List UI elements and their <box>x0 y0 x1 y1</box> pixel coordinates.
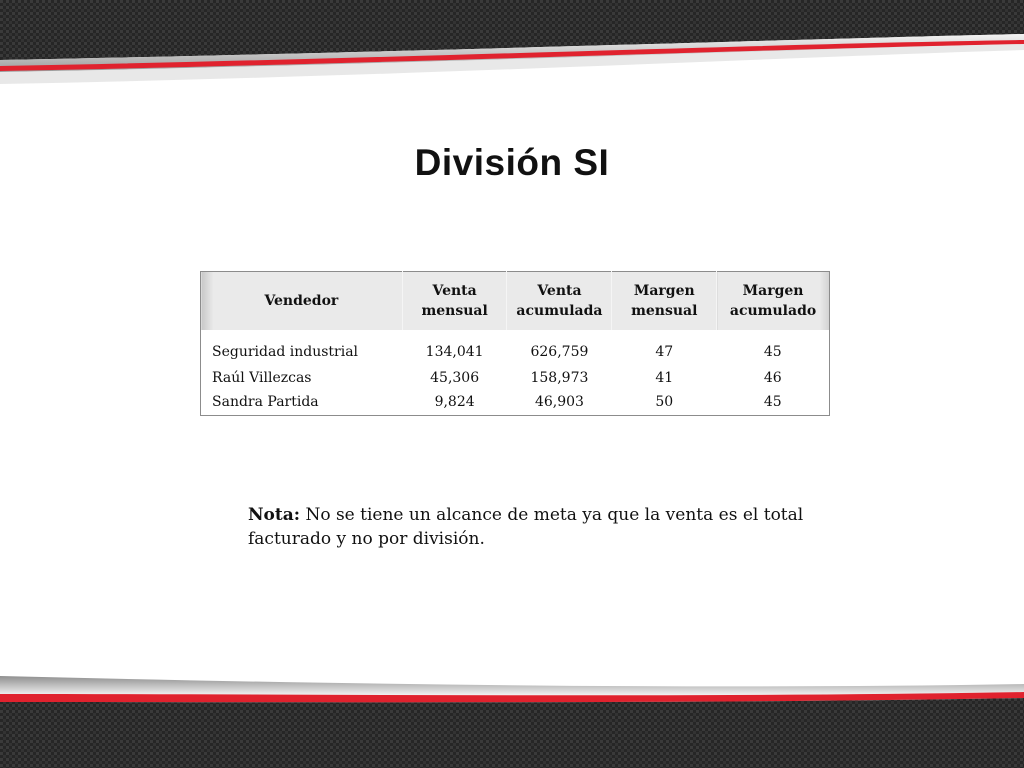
cell-venta-acumulada: 46,903 <box>534 393 584 410</box>
cell-venta-acumulada: 158,973 <box>530 369 589 386</box>
slide-title: División SI <box>414 142 610 183</box>
column-header-venta-mensual: Venta mensual <box>402 272 507 330</box>
cell-venta-mensual: 134,041 <box>425 343 484 360</box>
cell-vendedor: Raúl Villezcas <box>212 369 312 386</box>
column-header-venta-acumulada: Venta acumulada <box>507 272 612 330</box>
top-decorative-band <box>0 0 1024 100</box>
sales-table <box>200 271 830 416</box>
cell-margen-acumulado: 45 <box>763 343 782 360</box>
column-header-margen-mensual: Margen mensual <box>612 272 717 330</box>
cell-margen-acumulado: 46 <box>763 369 782 386</box>
cell-vendedor: Sandra Partida <box>212 393 319 410</box>
note-text: No se tiene un alcance de meta ya que la venta es el total facturado y no por división. <box>248 505 804 549</box>
table-row <box>201 365 830 391</box>
cell-margen-mensual: 47 <box>655 343 674 360</box>
bottom-decorative-band <box>0 668 1024 768</box>
table-row <box>201 330 830 365</box>
cell-margen-mensual: 50 <box>655 393 674 410</box>
cell-venta-mensual: 9,824 <box>434 393 475 410</box>
column-header-margen-acumulado: Margen acumulado <box>717 272 830 330</box>
cell-vendedor: Seguridad industrial <box>212 343 359 360</box>
note-label: Nota: <box>248 505 301 525</box>
cell-margen-mensual: 41 <box>655 369 674 386</box>
column-header-vendedor: Vendedor <box>201 272 403 330</box>
cell-margen-acumulado: 45 <box>763 393 782 410</box>
cell-venta-acumulada: 626,759 <box>530 343 589 360</box>
cell-venta-mensual: 45,306 <box>430 369 480 386</box>
table-row <box>201 391 830 416</box>
note-paragraph <box>248 503 808 551</box>
table-header-row <box>201 272 830 330</box>
